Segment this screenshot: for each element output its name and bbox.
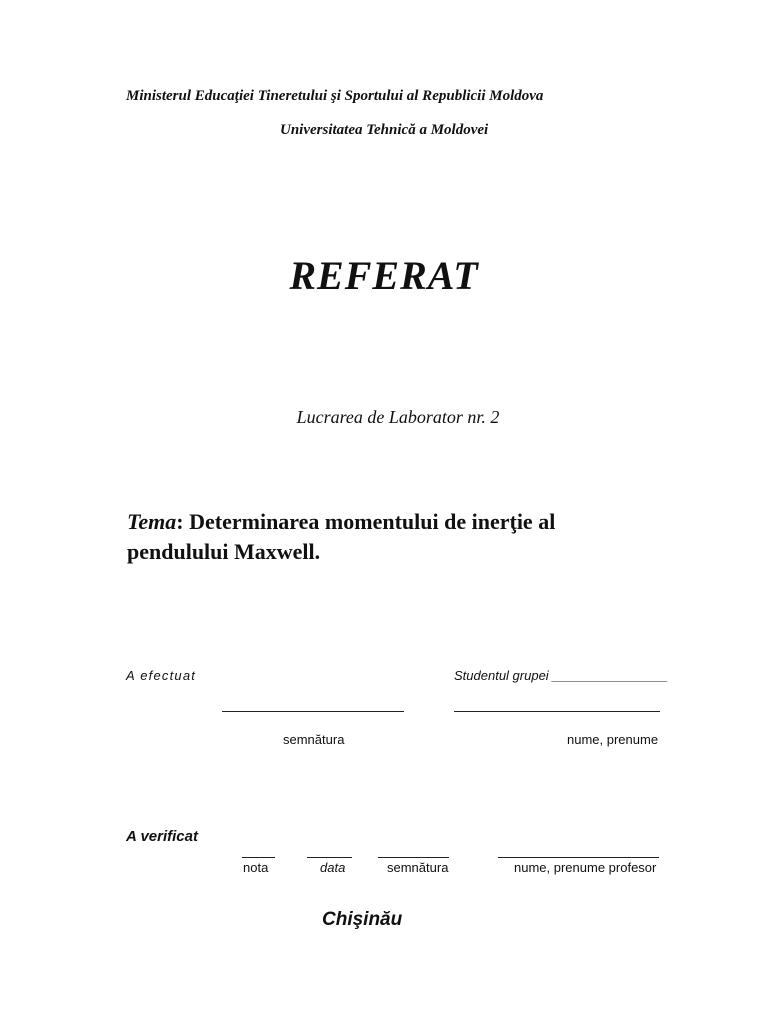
grade-line: [242, 857, 275, 858]
verifier-signature-caption: semnătura: [387, 860, 449, 875]
student-name-caption: nume, prenume: [567, 732, 659, 747]
verifier-signature-line: [378, 857, 449, 858]
university-name: Universitatea Tehnică a Moldovei: [280, 122, 489, 138]
date-caption: data: [320, 860, 346, 875]
city-name: Chişinău: [322, 909, 403, 930]
lab-work-number: Lucrarea de Laborator nr. 2: [296, 407, 500, 427]
topic-label: Tema: [127, 509, 177, 534]
student-name-line: [454, 711, 660, 712]
topic: [127, 507, 647, 567]
document-title: REFERAT: [289, 253, 479, 298]
ministry-name: Ministerul Educaţiei Tineretului şi Sportului al Republicii Moldova: [126, 88, 544, 104]
professor-name-line: [498, 857, 659, 858]
student-group-label: Studentul grupei ________________: [454, 668, 668, 683]
grade-caption: nota: [243, 860, 269, 875]
verified-by-label: A verificat: [126, 828, 198, 845]
student-signature-line: [222, 711, 404, 712]
student-signature-caption: semnătura: [283, 732, 345, 747]
performed-by-label: A efectuat: [126, 668, 197, 683]
date-line: [307, 857, 352, 858]
topic-text: : Determinarea momentului de inerţie al pendulului Maxwell.: [127, 509, 556, 564]
professor-name-caption: nume, prenume profesor: [514, 860, 657, 875]
